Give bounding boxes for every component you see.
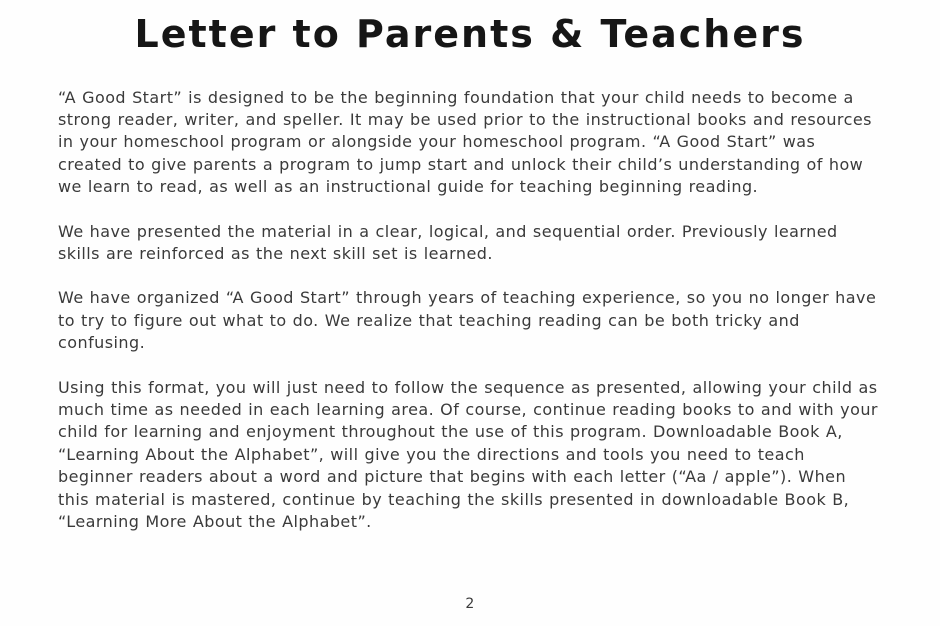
paragraph-intro: “A Good Start” is designed to be the beginning foundation that your child needs to become a strong reader, writer, and speller. It may be used prior to the instructional books and resources in your homeschool program or alongside your homeschool program. “A Good Start” was created to give parents a program to jump start and unlock their child’s understanding of how we learn to read, as well as an instructional guide for teaching beginning reading. xyxy=(58,87,872,197)
paragraph-format: Using this format, you will just need to follow the sequence as presented, allowing your child as much time as needed in each learning area. Of course, continue reading books to and with your child for learning and enjoyment throughout the use of this program. Downloadable Book A, “Learning About the Alphabet”, will give you the directions and tools you need to teach beginner readers about a word and picture that begins with each letter (“Aa / apple”). When this material is mastered, continue by teaching the skills presented in downloadable Book B, “Learning More About the Alphabet”. xyxy=(58,377,878,532)
page-number: 2 xyxy=(465,596,475,612)
page-title: Letter to Parents & Teachers xyxy=(134,12,806,56)
paragraph-presentation: We have presented the material in a clear, logical, and sequential order. Previously learned skills are reinforced as the next skill set is learned. xyxy=(58,221,838,264)
letter-body xyxy=(58,87,883,534)
paragraph-organization: We have organized “A Good Start” through years of teaching experience, so you no longer have to try to figure out what to do. We realize that teaching reading can be both tricky and confusing. xyxy=(58,288,877,353)
